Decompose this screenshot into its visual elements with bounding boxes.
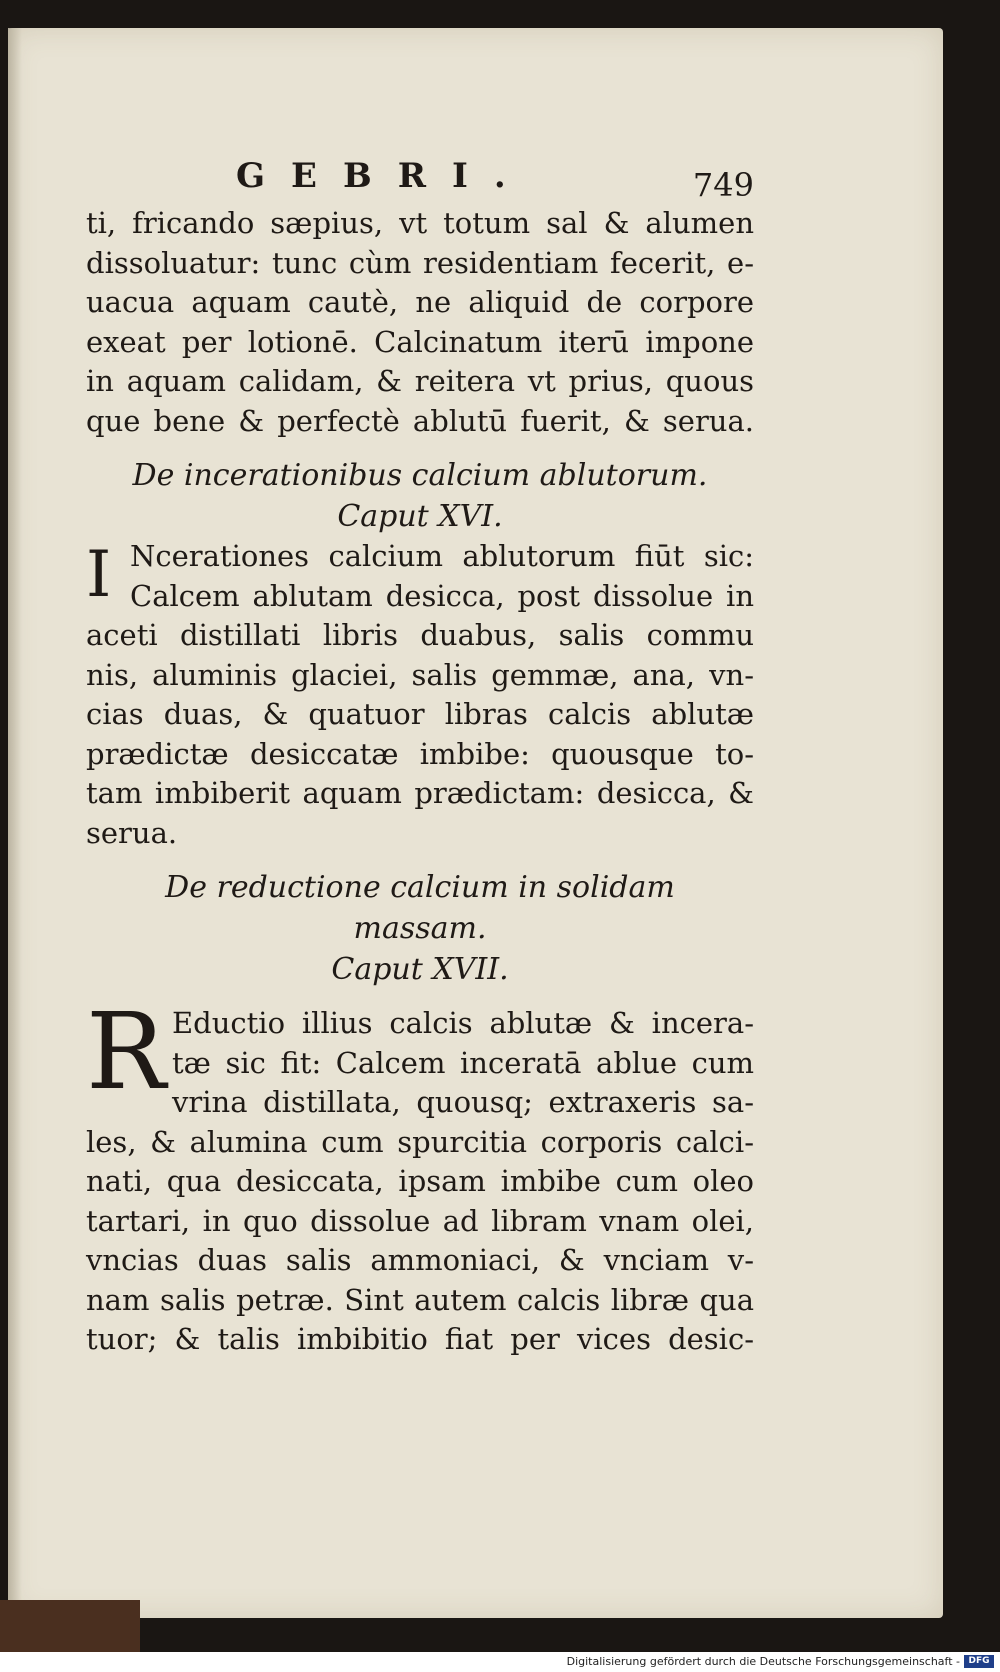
text-line: nati, qua desiccata, ipsam imbibe cum oleo xyxy=(86,1164,754,1198)
text-line: prædictæ desiccatæ imbibe: quousque to- xyxy=(86,736,754,771)
text-line: tartari, in quo dissolue ad libram vnam olei, xyxy=(86,1203,754,1238)
drop-cap-initial: I xyxy=(86,538,112,612)
text-line: nam salis petræ. Sint autem calcis libræ qua xyxy=(86,1282,754,1317)
page-header xyxy=(86,148,754,204)
text-line: les, & alumina cum spurcitia corporis calci- xyxy=(86,1124,754,1159)
text-line: vncias duas salis ammoniaci, & vnciam v- xyxy=(86,1243,754,1277)
text-line: tam imbiberit aquam prædictam: desicca, & xyxy=(86,776,754,810)
text-line: in aquam calidam, & reitera vt prius, quous xyxy=(86,364,754,398)
chapter-heading-17: De reductione calcium in solidam xyxy=(165,870,675,905)
caput-label-16: Caput XVI. xyxy=(337,499,503,534)
text-line: tæ sic fit: Calcem inceratā ablue cum xyxy=(172,1045,754,1080)
paragraph-3 xyxy=(86,990,754,1360)
dfg-logo-icon: DFG xyxy=(964,1655,994,1668)
chapter-heading-16: De incerationibus calcium ablutorum. xyxy=(132,458,708,493)
digitization-footer xyxy=(0,1652,1000,1672)
text-line: que bene & perfectè ablutū fuerit, & serua. xyxy=(86,403,754,438)
text-line: Eductio illius calcis ablutæ & incera- xyxy=(172,1006,754,1040)
binding-strip xyxy=(0,1600,140,1652)
text-line: Ncerationes calcium ablutorum fiūt sic: xyxy=(130,539,754,573)
text-line: Calcem ablutam desicca, post dissolue in xyxy=(130,578,754,613)
footer-credit-text: Digitalisierung gefördert durch die Deutsche Forschungsgemeinschaft - xyxy=(566,1655,960,1668)
text-line: aceti distillati libris duabus, salis commu xyxy=(86,618,754,652)
text-line: nis, aluminis glaciei, salis gemmæ, ana, vn- xyxy=(86,657,754,692)
text-line: ti, fricando sæpius, vt totum sal & alumen xyxy=(86,206,754,240)
drop-cap-initial: R xyxy=(86,990,166,1113)
text-line: cias duas, & quatuor libras calcis ablutæ xyxy=(86,697,754,731)
page-gutter-shadow xyxy=(8,28,22,1618)
caput-label-17: Caput XVII. xyxy=(331,952,509,987)
text-line: serua. xyxy=(86,815,178,850)
page-number: 749 xyxy=(692,166,754,204)
running-head: GEBRI. xyxy=(236,156,532,196)
paragraph-1 xyxy=(86,204,754,441)
text-line: uacua aquam cautè, ne aliquid de corpore xyxy=(86,285,754,319)
text-line: vrina distillata, quousq; extraxeris sa- xyxy=(172,1085,754,1119)
chapter-heading-17-cont: massam. xyxy=(353,911,487,946)
book-page xyxy=(8,28,943,1618)
text-block xyxy=(86,148,754,1360)
text-line: dissoluatur: tunc cùm residentiam fecerit, e- xyxy=(86,245,754,280)
text-line: tuor; & talis imbibitio fiat per vices desic- xyxy=(86,1322,754,1356)
text-line: exeat per lotionē. Calcinatum iterū impone xyxy=(86,324,754,359)
paragraph-2 xyxy=(86,537,754,853)
